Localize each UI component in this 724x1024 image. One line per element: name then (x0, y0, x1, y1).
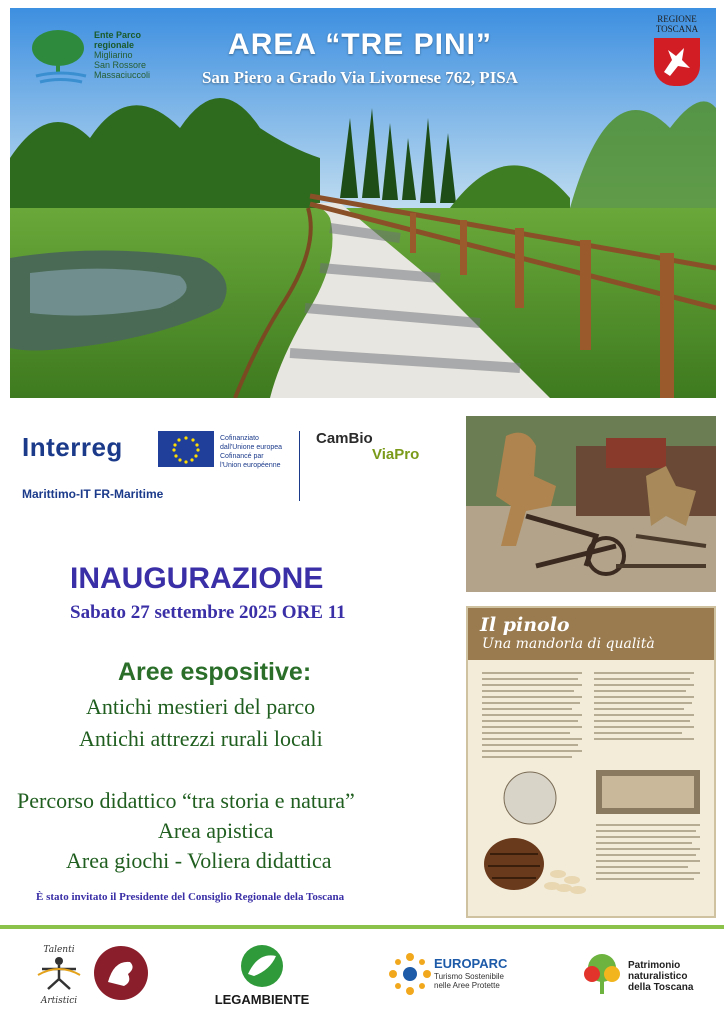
invitation-note: È stato invitato il Presidente del Consiglio Regionale dela Toscana (36, 891, 345, 903)
park-logo-line5: Massaciuccoli (94, 70, 151, 80)
legambiente-name: LEGAMBIENTE (214, 992, 310, 1007)
logo-divider (299, 431, 300, 501)
footer-divider (0, 925, 724, 929)
area-antichi-attrezzi: Antichi attrezzi rurali locali (79, 726, 323, 751)
eu-text-line2: dall'Unione europea (220, 444, 283, 451)
page-title: AREA “TRE PINI” (228, 28, 492, 61)
patrimonio-naturalistico-logo (580, 950, 720, 1002)
europarc-sun-icon (388, 952, 432, 996)
area-apistica: Area apistica (158, 818, 274, 843)
europarc-logo (388, 950, 508, 1002)
region-logo-line1: REGIONE (657, 14, 697, 24)
address: San Piero a Grado Via Livornese 762, PISA (201, 68, 519, 87)
eu-text-line1: Cofinanziato (220, 435, 259, 442)
patrimonio-line2: naturalistico (628, 971, 688, 982)
areas-heading: Aree espositive: (118, 658, 312, 686)
eu-flag-icon (158, 431, 214, 467)
viapro-text: ViaPro (372, 446, 420, 463)
area-giochi: Area giochi - Voliera didattica (66, 848, 332, 873)
eu-text-line3: Cofinancé par (220, 453, 264, 460)
europarc-sub1: Turismo Sostenibile (434, 972, 504, 981)
area-antichi-mestieri: Antichi mestieri del parco (86, 694, 316, 719)
panel-title: Il pinolo (480, 614, 570, 636)
talenti-line1: Talenti (43, 945, 75, 955)
europarc-name: EUROPARC (434, 956, 508, 971)
park-logo-line4: San Rossore (94, 60, 147, 70)
park-tree-icon (30, 24, 92, 90)
panel-header (468, 608, 714, 660)
park-logo-line1: Ente Parco (94, 30, 142, 40)
cambio-text: CamBio (316, 430, 373, 447)
panel-content-illustration (478, 668, 704, 908)
legambiente-logo (210, 944, 314, 1008)
pinolo-info-panel (466, 606, 716, 918)
pegasus-shield-icon (654, 38, 700, 86)
region-logo-line2: TOSCANA (655, 24, 699, 34)
dancer-icon (34, 955, 84, 991)
rural-tools-photo (466, 416, 716, 592)
interreg-logo: Interreg (22, 432, 123, 462)
maritime-label: Marittimo-IT FR-Maritime (22, 487, 164, 501)
patrimonio-line1: Patrimonio (628, 960, 681, 971)
europarc-sub2: nelle Aree Protette (434, 981, 500, 990)
eu-text-line4: l'Union européenne (220, 462, 281, 469)
legambiente-leaf-icon (210, 944, 314, 990)
inauguration-heading: INAUGURAZIONE (70, 562, 324, 595)
hero-photo (10, 8, 716, 398)
regione-toscana-logo (646, 14, 708, 104)
hippoasi-logo (94, 946, 148, 1000)
talenti-line2: Artistici (40, 996, 78, 1006)
panel-body (478, 668, 704, 908)
eu-cofinancing-text (220, 434, 300, 470)
cambioviapro-logo (316, 428, 436, 478)
event-date: Sabato 27 settembre 2025 ORE 11 (70, 602, 346, 623)
panel-subtitle: Una mandorla di qualità (482, 636, 655, 652)
tree-icon (580, 952, 624, 998)
park-logo-line2: regionale (94, 40, 135, 50)
park-logo-line3: Migliarino (94, 50, 133, 60)
talenti-artistici-logo (34, 945, 84, 1007)
patrimonio-line3: della Toscana (628, 982, 694, 993)
percorso-didattico: Percorso didattico “tra storia e natura” (17, 788, 355, 813)
